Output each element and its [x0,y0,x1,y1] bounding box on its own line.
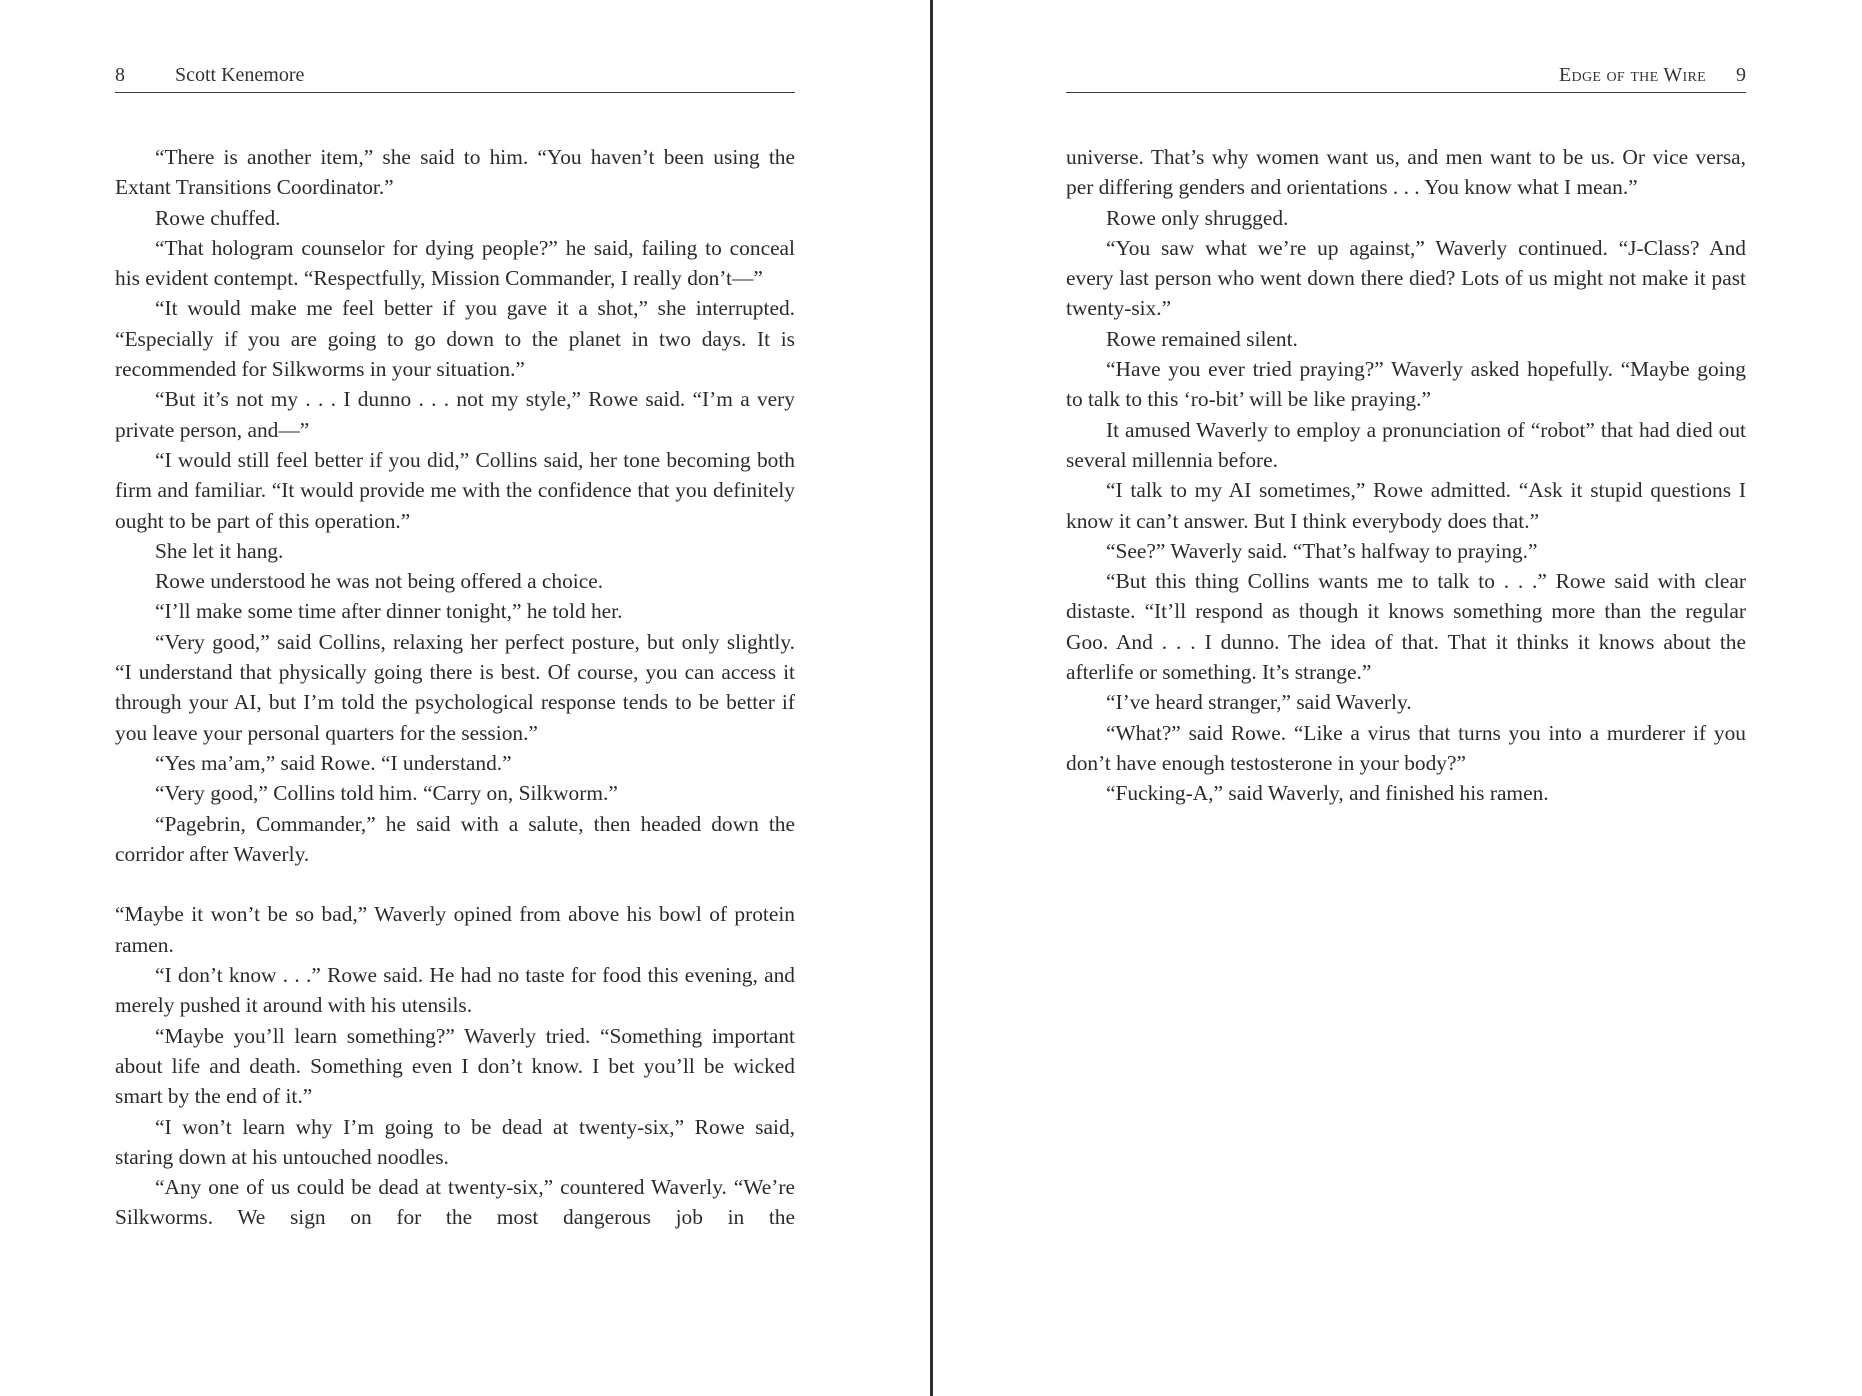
paragraph: “Fucking-A,” said Waverly, and finished his ramen. [1106,781,1549,806]
paragraph: “That hologram counselor for dying people?” he said, failing to conceal his evident contempt. “Respectfully, Mission Commander, I really don’t—” [115,235,795,291]
paragraph: “I talk to my AI sometimes,” Rowe admitted. “Ask it stupid questions I know it can’t answer. But I think everybody does that.” [1066,478,1746,533]
right-page-header [1066,62,1746,93]
paragraph: “Any one of us could be dead at twenty-six,” countered Waverly. “We’re Silkworms. We sign on for the most dangerous job in the [115,1175,795,1230]
running-head-author: Scott Kenemore [175,64,305,86]
paragraph: “But it’s not my . . . I dunno . . . not my style,” Rowe said. “I’m a very private person, and—” [115,387,795,442]
paragraph: “There is another item,” she said to him. “You haven’t been using the Extant Transitions Coordinator.” [115,145,795,200]
paragraph: “Very good,” Collins told him. “Carry on, Silkworm.” [155,781,618,806]
paragraph: “Have you ever tried praying?” Waverly asked hopefully. “Maybe going to talk to this ‘ro-bit’ will be like praying.” [1066,357,1746,412]
right-page-body [1066,142,1746,809]
paragraph: “Maybe you’ll learn something?” Waverly tried. “Something important about life and death. Something even I don’t know. I bet you’ll be wicked smart by the end of it.” [115,1023,795,1109]
paragraph: “See?” Waverly said. “That’s halfway to praying.” [1106,538,1538,563]
paragraph: Rowe remained silent. [1106,326,1298,351]
paragraph: “I won’t learn why I’m going to be dead at twenty-six,” Rowe said, staring down at his untouched noodles. [115,1114,795,1169]
left-page [0,0,930,1396]
paragraph: “I would still feel better if you did,” Collins said, her tone becoming both firm and familiar. “It would provide me with the confidence that you definitely ought to be part of this operation.” [115,447,795,533]
paragraph: “But this thing Collins wants me to talk to . . .” Rowe said with clear distaste. “It’ll respond as though it knows something more than the regular Goo. And . . . I dunno. The idea of that. That it thinks it knows about the afterlife or something. It’s strange.” [1066,569,1746,685]
paragraph: “Pagebrin, Commander,” he said with a salute, then headed down the corridor after Waverly. [115,811,795,866]
left-page-header [115,62,795,93]
paragraph: Rowe understood he was not being offered a choice. [155,569,604,594]
paragraph: Rowe chuffed. [155,205,281,230]
paragraph: “Very good,” said Collins, relaxing her perfect posture, but only slightly. “I understand that physically going there is best. Of course, you can access it through your AI, but I’m told the psychological response tends to be better if you leave your personal quarters for the session.” [115,629,795,745]
paragraph: “I’ll make some time after dinner tonight,” he told her. [155,599,623,624]
paragraph: “I don’t know . . .” Rowe said. He had no taste for food this evening, and merely pushed it around with his utensils. [115,963,795,1018]
page-gutter-divider [930,0,933,1396]
paragraph: “It would make me feel better if you gave it a shot,” she interrupted. “Especially if you are going to go down to the planet in two days. It is recommended for Silkworms in your situation.” [115,296,795,382]
paragraph: Rowe only shrugged. [1106,205,1289,230]
paragraph: “I’ve heard stranger,” said Waverly. [1106,690,1412,715]
paragraph: It amused Waverly to employ a pronunciation of “robot” that had died out several millennia before. [1066,417,1746,472]
left-page-body [115,142,795,1233]
running-head-title: Edge of the Wire [1559,64,1706,86]
page-number: 9 [1736,64,1746,86]
section-opening-paragraph: “Maybe it won’t be so bad,” Waverly opined from above his bowl of protein ramen. [115,902,795,957]
right-page [936,0,1862,1396]
paragraph: “What?” said Rowe. “Like a virus that turns you into a murderer if you don’t have enough testosterone in your body?” [1066,720,1746,775]
paragraph: “You saw what we’re up against,” Waverly continued. “J-Class? And every last person who went down there died? Lots of us might not make it past twenty-six.” [1066,235,1746,321]
paragraph: “Yes ma’am,” said Rowe. “I understand.” [155,750,512,775]
continued-paragraph: universe. That’s why women want us, and men want to be us. Or vice versa, per differing genders and orientations . . . You know what I mean.” [1066,145,1746,200]
page-number: 8 [115,64,125,86]
paragraph: She let it hang. [155,538,284,563]
